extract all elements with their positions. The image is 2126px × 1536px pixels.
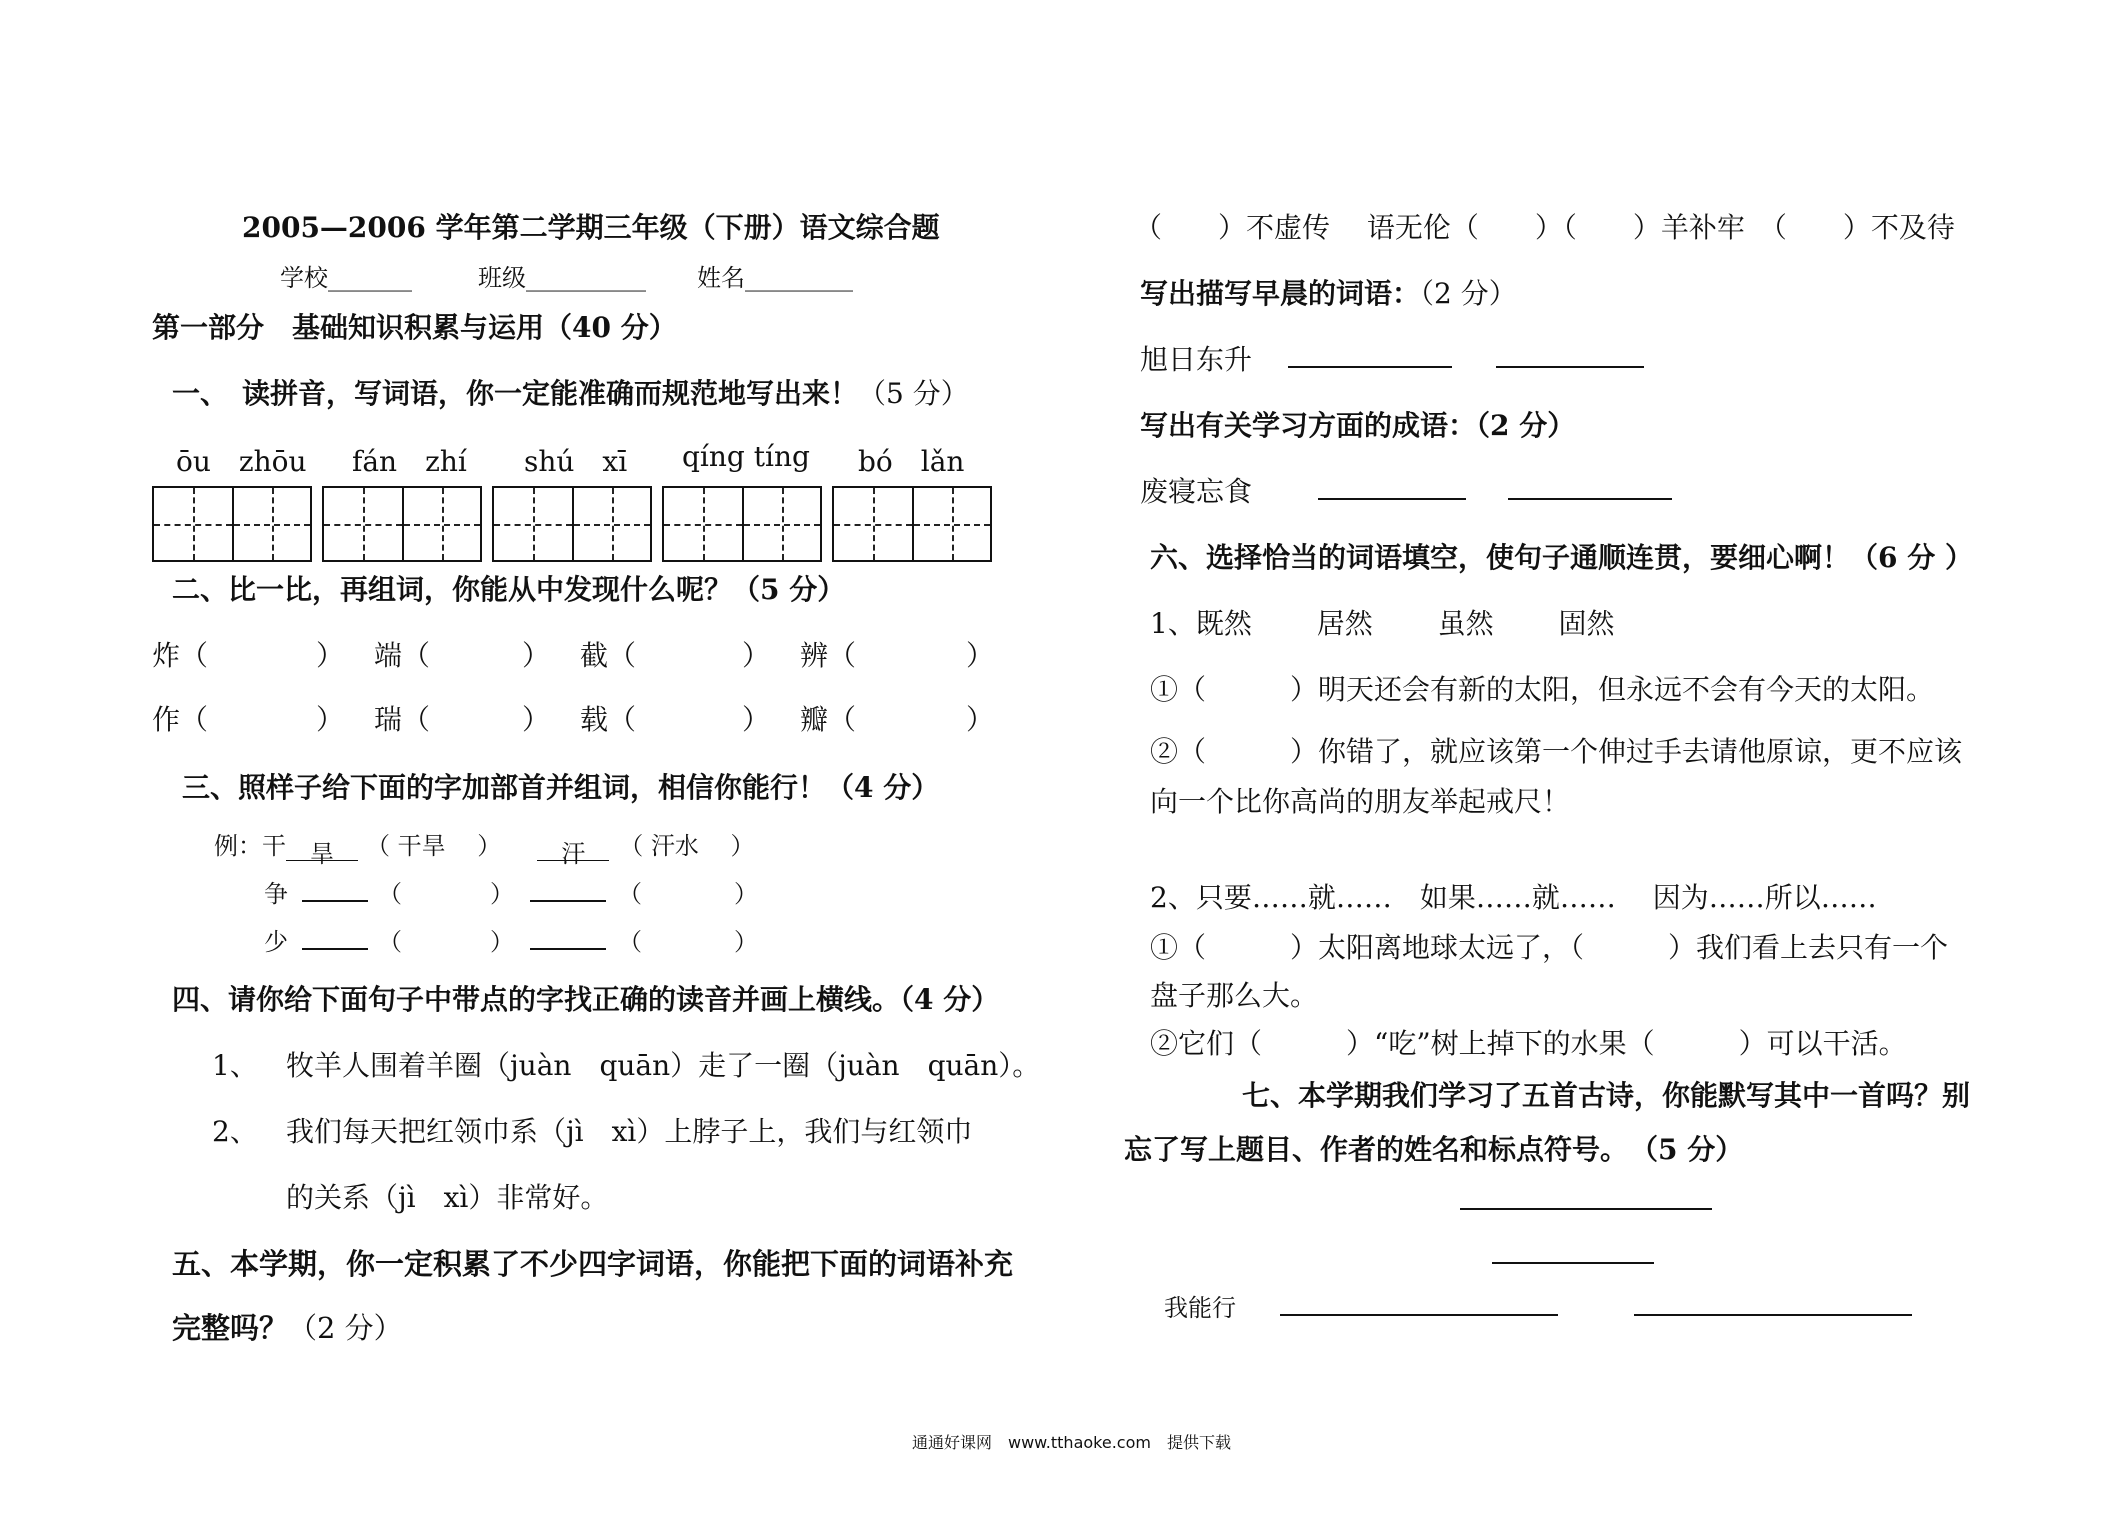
q3-row-zheng-close: ） [490, 880, 514, 908]
q7-heading-b-text: 忘了写上题目、作者的姓名和标点符号。 [1124, 1133, 1629, 1166]
q2-heading: 二、比一比，再组词，你能从中发现什么呢？（5 分） [172, 573, 846, 606]
q3-row-shao-char: 少 [264, 928, 288, 956]
q2-r2-c2-close: ） [522, 703, 551, 736]
q7-poem-author-blank[interactable] [1492, 1262, 1654, 1264]
pinyin-2: fán zhí [352, 445, 467, 478]
tianzi-cell[interactable] [494, 488, 572, 560]
q2-r2-c4: 瓣（ [800, 703, 857, 736]
q3-heading: 三、照样子给下面的字加部首并组词，相信你能行！（4 分） [182, 771, 940, 804]
q6-group1-words: 1、既然 居然 虽然 固然 [1150, 607, 1615, 640]
q7-heading-b-score: （5 分） [1644, 1133, 1744, 1166]
footer-source: 通通好课网 www.tthaoke.com 提供下载 [912, 1433, 1231, 1452]
q3-row-zheng-open-2: （ [618, 880, 642, 908]
q3-row-zheng-open: （ [378, 880, 402, 908]
tianzi-cell[interactable] [912, 488, 990, 560]
q2-r2-c3: 载（ [580, 703, 637, 736]
q2-r2-c1: 作（ [152, 703, 209, 736]
q7-heading-a: 七、本学期我们学习了五首古诗，你能默写其中一首吗？别 [1242, 1079, 1971, 1112]
writing-grid-2[interactable] [322, 486, 482, 562]
q2-r2-c4-close: ） [966, 703, 995, 736]
q6-group1-sentence-1: ①（ ）明天还会有新的太阳，但永远不会有今天的太阳。 [1150, 673, 1935, 706]
q3-example-row [214, 826, 755, 868]
tianzi-cell[interactable] [572, 488, 650, 560]
tianzi-cell[interactable] [324, 488, 402, 560]
writing-grid-5[interactable] [832, 486, 992, 562]
school-field[interactable]: 学校_______ [280, 264, 412, 292]
q6-heading: 六、选择恰当的词语填空，使句子通顺连贯，要细心啊！（6 分 ） [1150, 541, 1973, 574]
q5-idiom-fill: （ ）不虚传 语无伦（ ）（ ）羊补牢 （ ）不及待 [1134, 211, 1955, 244]
tianzi-cell[interactable] [402, 488, 480, 560]
tianzi-cell[interactable] [232, 488, 310, 560]
q4-sentence-2a: 我们每天把红领巾系（jì xì）上脖子上，我们与红领巾 [286, 1115, 973, 1148]
q3-row-shao-close-2: ） [734, 928, 758, 956]
q5-morning-blank-1[interactable] [1288, 366, 1452, 368]
q2-r1-c4: 辨（ [800, 639, 857, 672]
q5-heading-b-text: 完整吗？ [172, 1311, 289, 1345]
q5-morning-blank-2[interactable] [1496, 366, 1644, 368]
q4-s2-num: 2、 [212, 1115, 258, 1148]
q1-heading [172, 372, 969, 412]
q5-study-blank-2[interactable] [1508, 498, 1672, 500]
q3-row-shao-open-2: （ [618, 928, 642, 956]
q3-example-prefix: 例：干 [214, 832, 286, 860]
q3-row-shao-blank[interactable] [302, 948, 368, 950]
q3-example-c: 汗 [537, 834, 609, 861]
q2-r2-c1-close: ） [316, 703, 345, 736]
q3-row-zheng-char: 争 [264, 880, 288, 908]
pinyin-1: ōu zhōu [176, 445, 307, 478]
q6-group1-sentence-2b: 向一个比你高尚的朋友举起戒尺！ [1150, 785, 1571, 818]
q4-s1-num: 1、 [212, 1049, 258, 1082]
q2-r1-c1: 炸（ [152, 639, 209, 672]
q2-r1-c1-close: ） [316, 639, 345, 672]
writing-grid-1[interactable] [152, 486, 312, 562]
q5-study-heading: 写出有关学习方面的成语：（2 分） [1140, 409, 1576, 442]
q4-sentence-2b: 的关系（jì xì）非常好。 [286, 1181, 609, 1214]
q5-morning-title: 写出描写早晨的词语： [1140, 277, 1421, 310]
part1-heading: 第一部分 基础知识积累与运用（40 分） [152, 311, 677, 344]
tianzi-cell[interactable] [664, 488, 742, 560]
q7-line-blank-1[interactable] [1280, 1314, 1558, 1316]
q5-morning-heading [1140, 272, 1517, 312]
name-field[interactable]: 姓名_________ [697, 264, 853, 292]
q3-row-zheng-close-2: ） [734, 880, 758, 908]
q6-group2-sentence-2: ②它们（ ）“吃”树上掉下的水果（ ）可以干活。 [1150, 1027, 1907, 1060]
tianzi-cell[interactable] [742, 488, 820, 560]
class-field[interactable]: 班级__________ [478, 264, 646, 292]
q3-row-shao-close: ） [490, 928, 514, 956]
q2-r2-c2: 瑞（ [374, 703, 431, 736]
page-title: 2005—2006 学年第二学期三年级（下册）语文综合题 [242, 211, 940, 244]
q3-example-a: 旱 [286, 834, 358, 861]
q3-row-shao-blank-2[interactable] [530, 948, 606, 950]
q7-poem-title-blank[interactable] [1460, 1208, 1712, 1210]
q6-group2-sentence-1a: ①（ ）太阳离地球太远了，（ ）我们看上去只有一个 [1150, 931, 1949, 964]
q7-i-can-label: 我能行 [1164, 1294, 1236, 1322]
pinyin-3: shú xī [524, 445, 628, 478]
q3-example-d: （ 汗水 ） [619, 832, 755, 860]
q1-score: （5 分） [858, 377, 969, 410]
q2-r1-c2: 端（ [374, 639, 431, 672]
q4-heading: 四、请你给下面句子中带点的字找正确的读音并画上横线。（4 分） [172, 983, 1000, 1016]
pinyin-5: bó lǎn [858, 445, 965, 478]
q3-example-b: （ 干旱 ） [366, 832, 502, 860]
q3-row-shao-open: （ [378, 928, 402, 956]
q3-row-zheng-blank-2[interactable] [530, 900, 606, 902]
writing-grid-4[interactable] [662, 486, 822, 562]
q4-sentence-1: 牧羊人围着羊圈（juàn quān）走了一圈（juàn quān）。 [286, 1049, 1041, 1082]
q5-study-example: 废寝忘食 [1140, 475, 1253, 508]
q3-row-zheng-blank[interactable] [302, 900, 368, 902]
q5-study-blank-1[interactable] [1318, 498, 1466, 500]
q1-title: 一、 读拼音，写词语，你一定能准确而规范地写出来！ [172, 377, 859, 410]
q2-r1-c2-close: ） [522, 639, 551, 672]
q2-r1-c3: 截（ [580, 639, 637, 672]
pinyin-4: qíng tíng [682, 440, 810, 473]
q6-group2-words: 2、只要……就…… 如果……就…… 因为……所以…… [1150, 881, 1877, 914]
q5-morning-score: （2 分） [1420, 277, 1517, 310]
q5-heading-b-score: （2 分） [288, 1311, 403, 1345]
q6-group2-sentence-1b: 盘子那么大。 [1150, 979, 1319, 1012]
tianzi-cell[interactable] [154, 488, 232, 560]
q6-group1-sentence-2a: ②（ ）你错了，就应该第一个伸过手去请他原谅，更不应该 [1150, 735, 1963, 768]
q5-heading-b [172, 1306, 403, 1347]
q2-r2-c3-close: ） [742, 703, 771, 736]
q5-heading-a: 五、本学期，你一定积累了不少四字词语，你能把下面的词语补充 [172, 1247, 1014, 1281]
tianzi-cell[interactable] [834, 488, 912, 560]
q7-heading-b [1124, 1128, 1743, 1168]
q2-r1-c3-close: ） [742, 639, 771, 672]
q7-line-blank-2[interactable] [1634, 1314, 1912, 1316]
q5-morning-example: 旭日东升 [1140, 343, 1253, 376]
q2-r1-c4-close: ） [966, 639, 995, 672]
writing-grid-3[interactable] [492, 486, 652, 562]
